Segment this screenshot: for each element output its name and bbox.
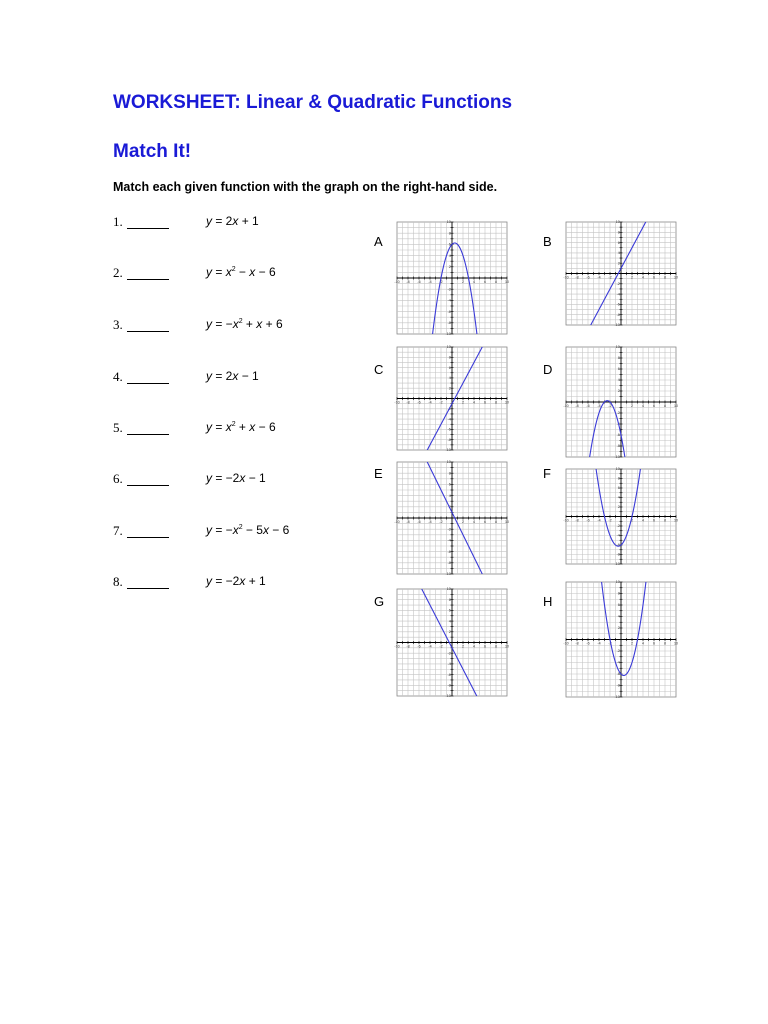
y-tick-label: 8 [617,230,620,235]
x-tick-label: 10 [674,404,678,408]
y-tick-label: 8 [617,591,620,596]
x-tick-label: -6 [586,275,590,280]
y-tick-label: 6 [448,608,451,613]
y-tick-label: 10 [615,345,620,350]
graph-plot [563,580,678,700]
y-tick-label: 8 [448,231,451,236]
y-tick-label: -4 [616,422,620,427]
y-tick-label: 4 [617,378,620,383]
y-tick-label: 2 [448,630,451,634]
x-tick-label: 4 [473,644,475,649]
y-tick-label: 4 [617,495,620,500]
x-tick-label: -6 [586,518,590,523]
x-tick-label: 6 [484,520,486,524]
x-tick-label: 10 [674,275,678,280]
y-tick-label: -8 [616,552,620,557]
graph-label: C [374,362,384,377]
y-tick-label: -4 [447,538,451,543]
graph-label: H [543,594,553,609]
y-tick-label: -10 [445,572,451,577]
x-tick-label: -10 [563,518,569,523]
x-tick-label: -8 [406,520,410,524]
y-tick-label: 4 [617,251,620,256]
y-tick-label: -4 [616,292,620,297]
x-tick-label: -8 [406,644,410,649]
x-tick-label: -6 [417,644,421,649]
x-tick-label: 2 [462,520,464,524]
x-tick-label: 8 [495,644,497,649]
x-tick-label: 8 [495,520,497,524]
x-tick-label: 2 [631,404,633,408]
x-tick-label: -4 [597,275,601,280]
y-tick-label: 6 [448,365,451,370]
answer-blank[interactable] [127,279,169,280]
x-tick-label: -4 [428,400,432,405]
graph-label: D [543,362,553,377]
x-tick-label: 4 [642,641,644,646]
x-tick-label: -6 [586,404,590,408]
y-tick-label: 6 [617,603,620,608]
answer-blank[interactable] [127,485,169,486]
y-tick-label: 4 [448,619,451,624]
function-equation: $y = -x^2 - 5x - 6$ [206,523,290,537]
function-equation: $y = x^2 - x - 6$ [206,265,276,279]
x-tick-label: -6 [417,520,421,524]
y-tick-label: 10 [446,460,451,465]
x-tick-label: 4 [642,518,644,523]
x-tick-label: 6 [484,644,486,649]
x-tick-label: 10 [505,644,509,649]
section-title: Match It! [113,141,192,162]
x-tick-label: -10 [394,400,400,405]
y-tick-label: -2 [447,527,451,532]
x-tick-label: 8 [664,641,666,646]
y-tick-label: 8 [448,471,451,476]
x-tick-label: 2 [631,275,633,280]
function-equation: $y = x^2 + x - 6$ [206,420,276,434]
x-tick-label: 2 [631,518,633,523]
function-equation: y = −2x − 1 [206,471,266,485]
y-tick-label: -2 [616,649,620,654]
graph-plot [394,345,509,453]
x-tick-label: 4 [642,275,644,280]
x-tick-label: -2 [439,520,443,524]
y-tick-label: -6 [616,302,620,307]
answer-blank[interactable] [127,383,169,384]
x-tick-label: 10 [674,641,678,646]
graph-label: E [374,466,383,481]
x-tick-label: 6 [484,280,486,284]
instructions-text: Match each given function with the graph on the right-hand side. [113,180,498,194]
answer-blank[interactable] [127,331,169,332]
y-tick-label: 10 [446,220,451,225]
y-tick-label: 10 [446,587,451,592]
x-tick-label: 6 [484,400,486,405]
y-tick-label: 10 [615,220,620,225]
y-tick-label: -8 [616,312,620,317]
x-tick-label: -4 [428,520,432,524]
answer-blank[interactable] [127,434,169,435]
graph-plot [394,460,509,577]
x-tick-label: 10 [505,280,509,284]
y-tick-label: -4 [447,417,451,422]
y-tick-label: -2 [447,407,451,411]
x-tick-label: 2 [462,280,464,284]
x-tick-label: -10 [563,404,569,408]
y-tick-label: 8 [617,476,620,481]
y-tick-label: 8 [448,355,451,360]
y-tick-label: -10 [445,694,451,699]
y-tick-label: -8 [447,321,451,325]
y-tick-label: -2 [447,287,451,292]
y-tick-label: -2 [616,411,620,416]
x-tick-label: -8 [406,280,410,284]
x-tick-label: -2 [608,518,612,523]
y-tick-label: -10 [445,448,451,453]
y-tick-label: -2 [447,651,451,656]
x-tick-label: -8 [575,404,579,408]
y-tick-label: -6 [616,433,620,438]
y-tick-label: -8 [447,437,451,442]
x-tick-label: 8 [664,275,666,280]
graph-label: B [543,234,552,249]
x-tick-label: -4 [428,644,432,649]
y-tick-label: 2 [617,505,620,510]
y-tick-label: -8 [616,683,620,688]
x-tick-label: -6 [417,400,421,405]
question-number: 8. [113,574,123,589]
question-number: 4. [113,369,123,384]
y-tick-label: 6 [617,486,620,491]
y-tick-label: 6 [448,482,451,487]
graph-plot [563,220,678,328]
function-equation: y = 2x − 1 [206,369,259,383]
question-number: 6. [113,471,123,486]
y-tick-label: -6 [447,427,451,432]
answer-blank[interactable] [127,588,169,589]
x-tick-label: -4 [597,404,601,408]
x-tick-label: -6 [417,280,421,284]
x-tick-label: 6 [653,275,655,280]
graph-label: A [374,234,383,249]
y-tick-label: 6 [617,240,620,245]
y-tick-label: -10 [445,332,451,337]
y-tick-label: -10 [614,455,620,460]
y-tick-label: -6 [447,309,451,314]
x-tick-label: 4 [473,400,475,405]
y-tick-label: -6 [447,672,451,677]
x-tick-label: -2 [608,641,612,646]
x-tick-label: 4 [642,404,644,408]
question-number: 2. [113,265,123,280]
x-tick-label: -8 [575,518,579,523]
x-tick-label: -2 [439,280,443,284]
x-tick-label: -8 [406,400,410,405]
y-tick-label: 2 [617,389,620,394]
graph-label: G [374,594,385,609]
y-tick-label: -4 [616,533,620,538]
x-tick-label: 6 [653,518,655,523]
y-tick-label: -8 [447,561,451,565]
x-tick-label: 2 [462,644,464,649]
answer-blank[interactable] [127,228,169,229]
answer-blank[interactable] [127,537,169,538]
x-tick-label: -10 [394,280,400,284]
graph-plot [394,220,509,337]
y-tick-label: 4 [448,253,451,258]
question-number: 7. [113,523,123,538]
x-tick-label: -10 [394,644,400,649]
y-tick-label: 4 [448,493,451,498]
y-tick-label: 2 [448,265,451,269]
graph-plot [563,345,678,460]
x-tick-label: 8 [664,404,666,408]
x-tick-label: -10 [563,275,569,280]
worksheet-title: WORKSHEET: Linear & Quadratic Functions [113,92,513,113]
y-tick-label: -8 [447,683,451,688]
function-equation: y = −2x + 1 [206,574,266,588]
y-tick-label: 2 [617,626,620,631]
x-tick-label: -6 [586,641,590,646]
x-tick-label: -2 [439,644,443,649]
y-tick-label: 8 [448,597,451,602]
y-tick-label: -4 [447,662,451,667]
y-tick-label: -4 [447,298,451,303]
y-tick-label: -8 [616,444,620,449]
x-tick-label: 4 [473,280,475,284]
x-tick-label: -8 [575,641,579,646]
graph-plot [563,467,678,567]
y-tick-label: -10 [614,323,620,328]
y-tick-label: -10 [614,695,620,700]
x-tick-label: -4 [597,518,601,523]
y-tick-label: 4 [448,376,451,381]
y-tick-label: 2 [448,505,451,509]
x-tick-label: -8 [575,275,579,280]
x-tick-label: -2 [608,404,612,408]
graph-plot [394,587,509,699]
x-tick-label: -4 [428,280,432,284]
y-tick-label: -10 [614,562,620,567]
x-tick-label: 2 [631,641,633,646]
y-tick-label: -6 [447,549,451,554]
y-tick-label: -2 [616,282,620,286]
x-tick-label: 8 [495,280,497,284]
x-tick-label: 6 [653,404,655,408]
y-tick-label: -6 [616,672,620,677]
x-tick-label: 2 [462,400,464,405]
y-tick-label: 8 [617,356,620,361]
y-tick-label: 10 [615,467,620,472]
y-tick-label: 10 [446,345,451,350]
x-tick-label: 6 [653,641,655,646]
function-equation: y = 2x + 1 [206,214,259,228]
x-tick-label: 8 [664,518,666,523]
question-number: 5. [113,420,123,435]
y-tick-label: 2 [448,386,451,391]
x-tick-label: -2 [439,400,443,405]
x-tick-label: -4 [597,641,601,646]
y-tick-label: 4 [617,614,620,619]
y-tick-label: -6 [616,543,620,548]
question-number: 3. [113,317,123,332]
x-tick-label: 10 [674,518,678,523]
y-tick-label: 6 [617,367,620,372]
y-tick-label: -4 [616,660,620,665]
function-equation: $y = -x^2 + x + 6$ [206,317,283,331]
question-number: 1. [113,214,123,229]
y-tick-label: 2 [617,261,620,266]
x-tick-label: -10 [394,520,400,524]
y-tick-label: 10 [615,580,620,585]
x-tick-label: -10 [563,641,569,646]
x-tick-label: 10 [505,520,509,524]
x-tick-label: 4 [473,520,475,524]
graph-label: F [543,466,551,481]
x-tick-label: 10 [505,400,509,405]
y-tick-label: -2 [616,524,620,529]
y-tick-label: 6 [448,242,451,247]
x-tick-label: -2 [608,275,612,280]
x-tick-label: 8 [495,400,497,405]
